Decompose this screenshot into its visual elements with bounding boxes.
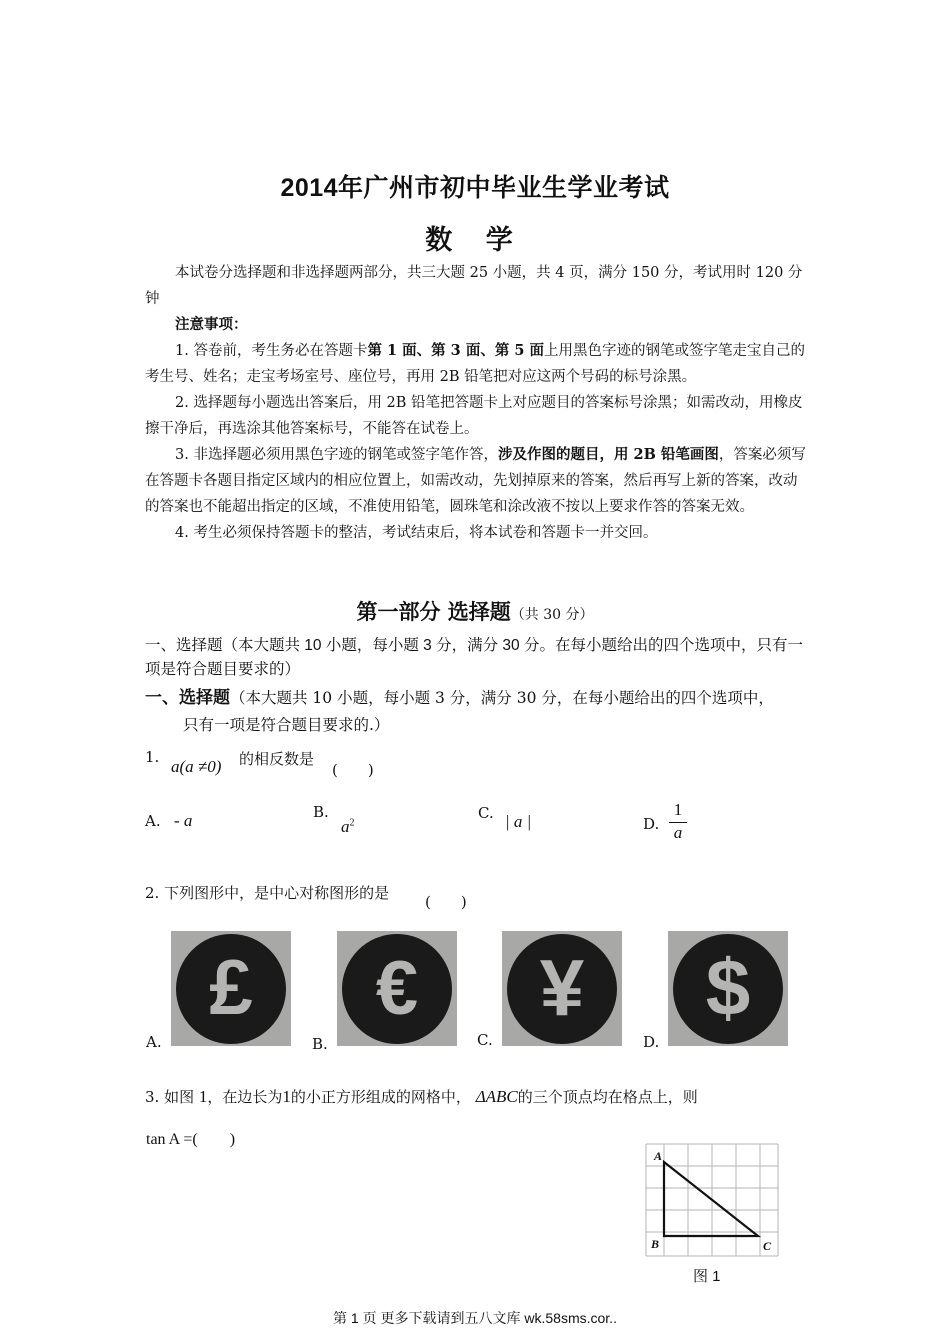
- q2-image-c: [502, 931, 622, 1046]
- q2-image-b: [337, 931, 457, 1046]
- q1-option-a-value: - a: [174, 811, 193, 830]
- q3-figure-ref: 1: [198, 1087, 208, 1106]
- q1-option-b-value: [341, 817, 355, 837]
- intro-text: 本试卷分选择题和非选择题两部分，共三大题 25 小题，共 4 页，满分 150 分，考试用时 120 分钟: [145, 265, 803, 307]
- q2-option-d-label: D.: [643, 1033, 660, 1051]
- exam-title: 2014年广州市初中毕业生学业考试: [280, 174, 670, 202]
- q3-stem-d: 的三个顶点均在格点上，则: [517, 1088, 698, 1106]
- euro-symbol: €: [375, 946, 419, 1031]
- section-desc-2: 只有一项是符合题目要求的.）: [183, 716, 390, 734]
- q1-option-c-value: | a |: [505, 812, 532, 831]
- q1-option-c-label: C.: [478, 804, 494, 822]
- note-3: [145, 442, 810, 520]
- fraction-denominator: a: [669, 822, 687, 843]
- part-title-text: 第一部分 选择题: [356, 599, 511, 624]
- note-3-text-end: ，答案必须写在答题卡各题目指定区域内的相应位置上，如需改动，先划掉原来的答案，然后再写上新的答案，改动的答案也不能超出指定的区域，不准使用铅笔，圆珠笔和涂改液不按以上要求作答的答案无效。: [145, 447, 806, 515]
- note-1-bold: 第 1 面、第 3 面、第 5 面: [367, 342, 545, 359]
- q1-paren: ( ): [332, 761, 374, 779]
- q2-image-d: [668, 931, 788, 1046]
- q3-stem: [145, 1087, 825, 1107]
- q3-paren: ( ): [192, 1131, 236, 1148]
- q2-paren: ( ): [425, 893, 467, 911]
- vertex-a-label: A: [654, 1149, 663, 1163]
- section-heading-1: 一、选择题（本大题共 10 小题，每小题 3 分，满分 30 分。在每小题给出的四个选项中，只有一项是符合题目要求的）: [145, 637, 803, 678]
- pound-coin-icon: [171, 931, 291, 1046]
- section-desc: （本大题共 10 小题，每小题 3 分，满分 30 分，在每小题给出的四个选项中，: [230, 689, 774, 707]
- q1-stem: 的相反数是: [239, 750, 315, 768]
- q1-option-d-fraction: [669, 800, 687, 843]
- yen-coin-icon: [502, 931, 622, 1046]
- q3-side-length: 1: [282, 1087, 291, 1106]
- q2-option-a-label: A.: [146, 1033, 162, 1051]
- q2-image-a: [171, 931, 291, 1046]
- q2-option-b-label: B.: [312, 1035, 328, 1053]
- q3-stem-c: 的小正方形组成的网格中，: [290, 1088, 471, 1106]
- note-4: 4. 考生必须保持答题卡的整洁，考试结束后，将本试卷和答题卡一并交回。: [175, 525, 658, 541]
- vertex-b-label: B: [651, 1237, 660, 1251]
- q1-number: 1.: [145, 748, 160, 766]
- figure-1-caption: 图 1: [693, 1268, 721, 1285]
- q3-stem-a: 3. 如图: [145, 1088, 195, 1106]
- euro-coin-icon: [337, 931, 457, 1046]
- pound-symbol: £: [209, 943, 253, 1031]
- q3-triangle: ΔABC: [475, 1087, 518, 1106]
- part-points: （共 30 分）: [510, 607, 594, 623]
- notes-heading: 注意事项：: [175, 317, 248, 333]
- dollar-coin-icon: [668, 931, 788, 1046]
- figure-1-grid: [640, 1142, 785, 1267]
- page-footer: 第 1 页 更多下载请到五八文库 wk.58sms.cor..: [333, 1310, 617, 1326]
- q2-option-c-label: C.: [477, 1031, 493, 1049]
- dollar-symbol: $: [705, 943, 751, 1032]
- fraction-numerator: 1: [673, 800, 683, 819]
- note-1: [145, 338, 810, 390]
- section-label: 一、选择题: [145, 688, 230, 707]
- q1-option-a-label: A.: [145, 812, 161, 830]
- yen-symbol: ¥: [539, 943, 585, 1032]
- vertex-c-label: C: [763, 1239, 772, 1253]
- note-3-text: 3. 非选择题必须用黑色字迹的钢笔或签字笔作答，: [175, 447, 498, 463]
- instructions: [145, 260, 810, 546]
- section-heading-2: [145, 684, 825, 739]
- q3-tan-expr: tan A =: [146, 1131, 193, 1148]
- note-1-text-end: 上用黑色字迹的钢笔或签字笔走宝自己的考生号、姓名；走宝考场室号、座位号，再用 2B 铅笔把对应这两个号码的标号涂黑。: [145, 343, 806, 385]
- q2-stem: 2. 下列图形中，是中心对称图形的是: [145, 884, 390, 902]
- note-1-text: 1. 答卷前，考生务必在答题卡: [175, 343, 368, 359]
- q1-b-exponent: 2: [349, 817, 355, 829]
- q1-b-base: a: [341, 817, 350, 836]
- q1-option-b-label: B.: [313, 803, 329, 821]
- note-2: 2. 选择题每小题选出答案后，用 2B 铅笔把答题卡上对应题目的答案标号涂黑；如需改动，用橡皮擦干净后，再选涂其他答案标号，不能答在试卷上。: [145, 395, 803, 437]
- subject-title: 数 学: [425, 225, 525, 256]
- q3-stem-b: ，在边长为: [207, 1088, 283, 1106]
- note-3-bold: 涉及作图的题目，用 2B 铅笔画图: [497, 446, 719, 463]
- part-title: [0, 596, 950, 626]
- q1-option-d-label: D.: [643, 815, 660, 833]
- q3-tan: [146, 1126, 235, 1149]
- q1-expression: a(a ≠0): [171, 757, 222, 776]
- triangle-abc: [664, 1162, 758, 1236]
